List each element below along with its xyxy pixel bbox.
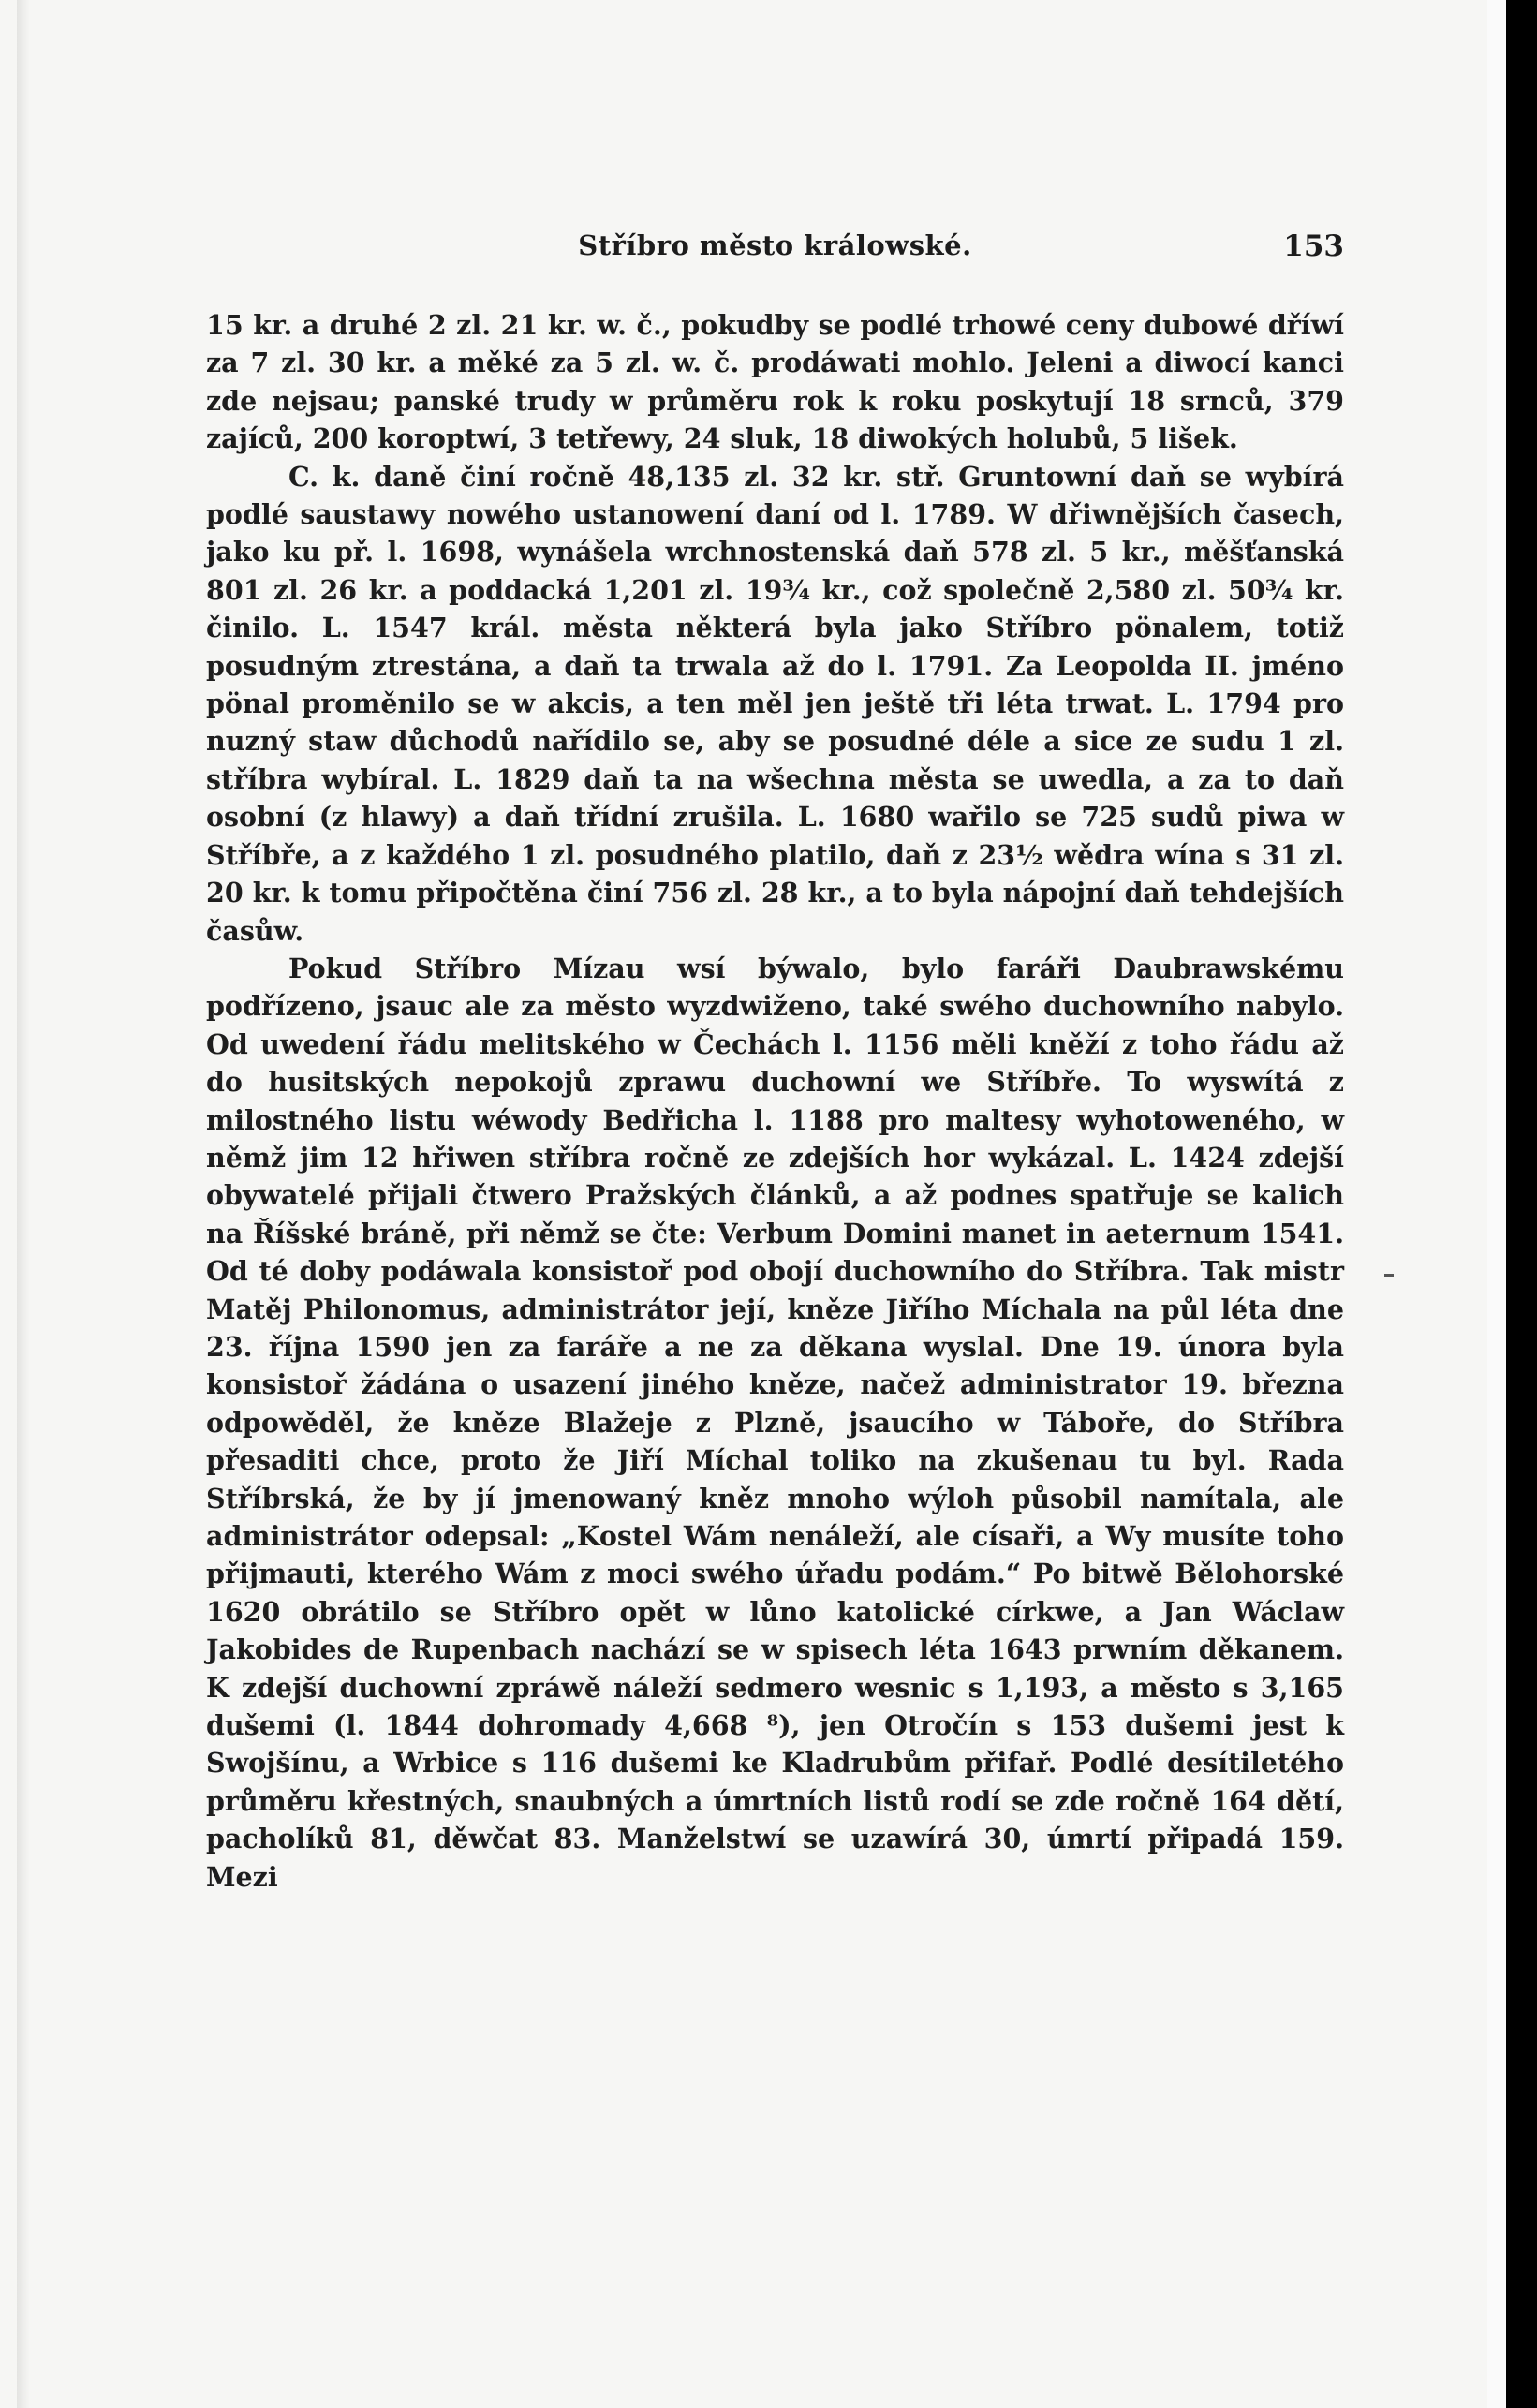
paragraph-2: C. k. daně činí ročně 48,135 zl. 32 kr. stř. Gruntowní daň se wybírá podlé saustawy nowého ustanowení daní od l. 1789. W dřiwnějších časech, jako ku př. l. 1698, wynášela wrchnostenská daň 578 zl. 5 kr., měšťanská 801 zl. 26 kr. a poddacká 1,201 zl. 19¾ kr., což společně 2,580 zl. 50¾ kr. činilo. L. 1547 král. města některá byla jako Stříbro pönalem, totiž posudným ztrestána, a daň ta trwala až do l. 1791. Za Leopolda II. jméno pönal proměnilo se w akcis, a ten měl jen ještě tři léta trwat. L. 1794 pro nuzný staw důchodů nařídilo se, aby se posudné déle a sice ze sudu 1 zl. stříbra wybíral. L. 1829 daň ta na wšechna města se uwedla, a za to daň osobní (z hlawy) a daň třídní zrušila. L. 1680 wařilo se 725 sudů piwa w Stříbře, a z každého 1 zl. posudného platilo, daň z 23½ wědra wína s 31 zl. 20 kr. k tomu připočtěna činí 756 zl. 28 kr., a to byla nápojní daň tehdejších časůw. [206,460,1344,947]
margin-mark [1384,1274,1394,1277]
paragraph-3: Pokud Stříbro Mízau wsí býwalo, bylo faráři Daubrawskému podřízeno, jsauc ale za město wyzdwiženo, také swého duchowního nabylo. Od uwedení řádu melitského w Čechách l. 1156 měli kněží z toho řádu až do husitských nepokojů zprawu duchowní we Stříbře. To wyswítá z milostného listu wéwody Bedřicha l. 1188 pro maltesy wyhotoweného, w němž jim 12 hřiwen stříbra ročně ze zdejších hor wykázal. L. 1424 zdejší obywatelé přijali čtwero Pražských článků, a až podnes spatřuje se kalich na Říšské bráně, při němž se čte: Verbum Domini manet in aeternum 1541. Od té doby podáwala konsistoř pod obojí duchowního do Stříbra. Tak mistr Matěj Philonomus, administrátor její, kněze Jiřího Míchala na půl léta dne 23. října 1590 jen za faráře a ne za děkana wyslal. Dne 19. února byla konsistoř žádána o usazení jiného kněze, načež administrator 19. března odpowěděl, že kněze Blažeje z Plzně, jsaucího w Táboře, do Stříbra přesaditi chce, proto že Jiří Míchal toliko na zkušenau tu byl. Rada Stříbrská, že by jí jmenowaný kněz mnoho wýloh působil namítala, ale administrátor odepsal: „Kostel Wám nenáleží, ale císaři, a Wy musíte toho přijmauti, kterého Wám z moci swého úřadu podám.“ Po bitwě Bělohorské 1620 obrátilo se Stříbro opět w lůno katolické církwe, a Jan Wáclaw Jakobides de Rupenbach nachází se w spisech léta 1643 prwním děkanem. K zdejší duchowní zpráwě náleží sedmero wesnic s 1,193, a město s 3,165 dušemi (l. 1844 dohromady 4,668 ⁸), jen Otročín s 153 dušemi jest k Swojšínu, a Wrbice s 116 dušemi ke Kladrubům přifař. Podlé desítiletého průměru křestných, snaubných a úmrtních listů rodí se zde ročně 164 dětí, pacholíků 81, děwčat 83. Manželstwí se uzawírá 30, úmrtí připadá 159. Mezi [206,952,1344,1893]
body-text [206,306,1344,1896]
running-title: Stříbro město králowské. [578,229,972,261]
page-header [206,229,1344,273]
page-number: 153 [1283,229,1344,263]
page-right-margin [1487,0,1506,2408]
paragraph-1: 15 kr. a druhé 2 zl. 21 kr. w. č., pokudby se podlé trhowé ceny dubowé dříwí za 7 zl. 30 kr. a měké za 5 zl. w. č. prodáwati mohlo. Jeleni a diwocí kanci zde nejsau; panské trudy w průměru rok k roku poskytují 18 srnců, 379 zajíců, 200 koroptwí, 3 tetřewy, 24 sluk, 18 diwokých holubů, 5 lišek. [206,309,1344,455]
page-edge-shadow [17,0,30,2408]
